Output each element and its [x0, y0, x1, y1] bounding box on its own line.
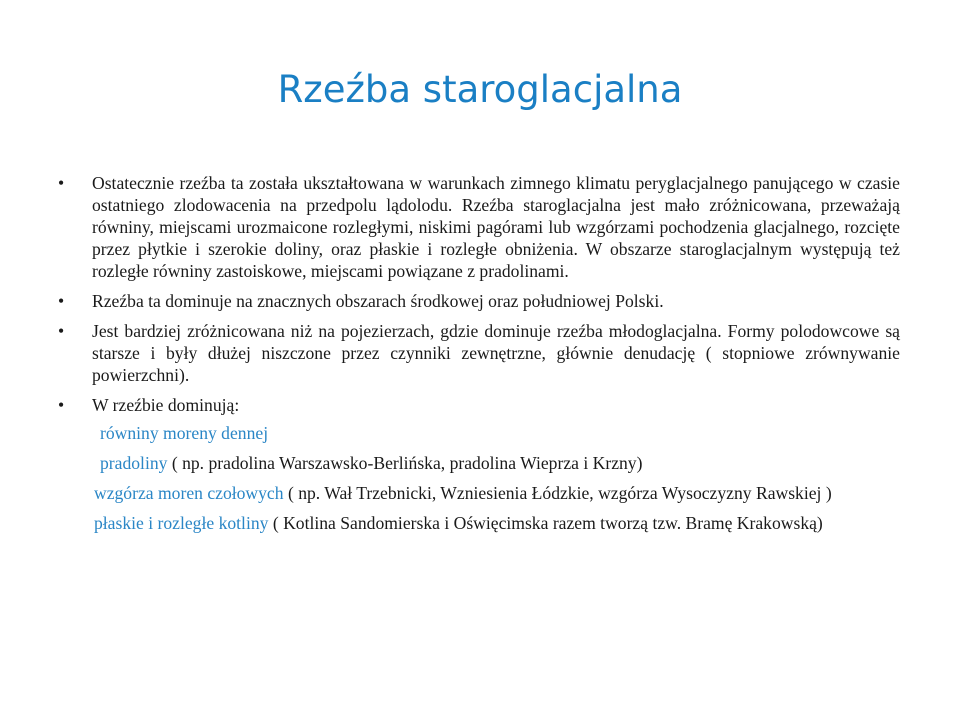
- bullet-item: [58, 320, 900, 386]
- bullet-icon: •: [58, 395, 65, 415]
- landform-term: równiny moreny dennej: [100, 423, 269, 443]
- landform-example: ( np. pradolina Warszawsko-Berlińska, pradolina Wieprza i Krzny): [167, 453, 643, 473]
- landform-item: [94, 482, 900, 504]
- bullet-icon: •: [58, 291, 65, 311]
- slide-title: Rzeźba staroglacjalna: [277, 68, 683, 111]
- bullet-text: Rzeźba ta dominuje na znacznych obszarach środkowej oraz południowej Polski.: [92, 291, 664, 311]
- bullet-icon: •: [58, 173, 65, 193]
- landform-example: ( Kotlina Sandomierska i Oświęcimska razem tworzą tzw. Bramę Krakowską): [268, 513, 823, 533]
- landform-example: ( np. Wał Trzebnicki, Wzniesienia Łódzkie, wzgórza Wysoczyzny Rawskiej ): [283, 483, 832, 503]
- landform-item: [100, 452, 900, 474]
- landform-item: [100, 422, 900, 444]
- landform-item: [94, 512, 900, 534]
- bullet-item: [58, 394, 900, 416]
- landform-term: wzgórza moren czołowych: [94, 483, 284, 503]
- bullet-list: [58, 172, 900, 542]
- bullet-item: [58, 172, 900, 282]
- bullet-text: Ostatecznie rzeźba ta została ukształtowana w warunkach zimnego klimatu peryglacjalnego panującego w czasie ostatniego zlodowacenia na przedpolu lądolodu. Rzeźba staroglacjalna jest mało zróżnicowana, przeważają równiny, miejscami urozmaicone rozległymi, niskimi pagórami lub wzgórzami pochodzenia glacjalnego, rozcięte przez płytkie i szerokie doliny, oraz płaskie i rozległe obniżenia. W obszarze staroglacjalnym występują też rozległe równiny zastoiskowe, miejscami powiązane z pradolinami.: [92, 173, 900, 281]
- bullet-item: [58, 290, 900, 312]
- landform-term: pradoliny: [100, 453, 168, 473]
- bullet-icon: •: [58, 321, 65, 341]
- landform-term: płaskie i rozległe kotliny: [94, 513, 269, 533]
- bullet-text: W rzeźbie dominują:: [92, 395, 240, 415]
- bullet-text: Jest bardziej zróżnicowana niż na pojezierzach, gdzie dominuje rzeźba młodoglacjalna. Formy polodowcowe są starsze i były dłużej niszczone przez czynniki zewnętrzne, głównie denudację ( stopniowe zrównywanie powierzchni).: [92, 321, 900, 385]
